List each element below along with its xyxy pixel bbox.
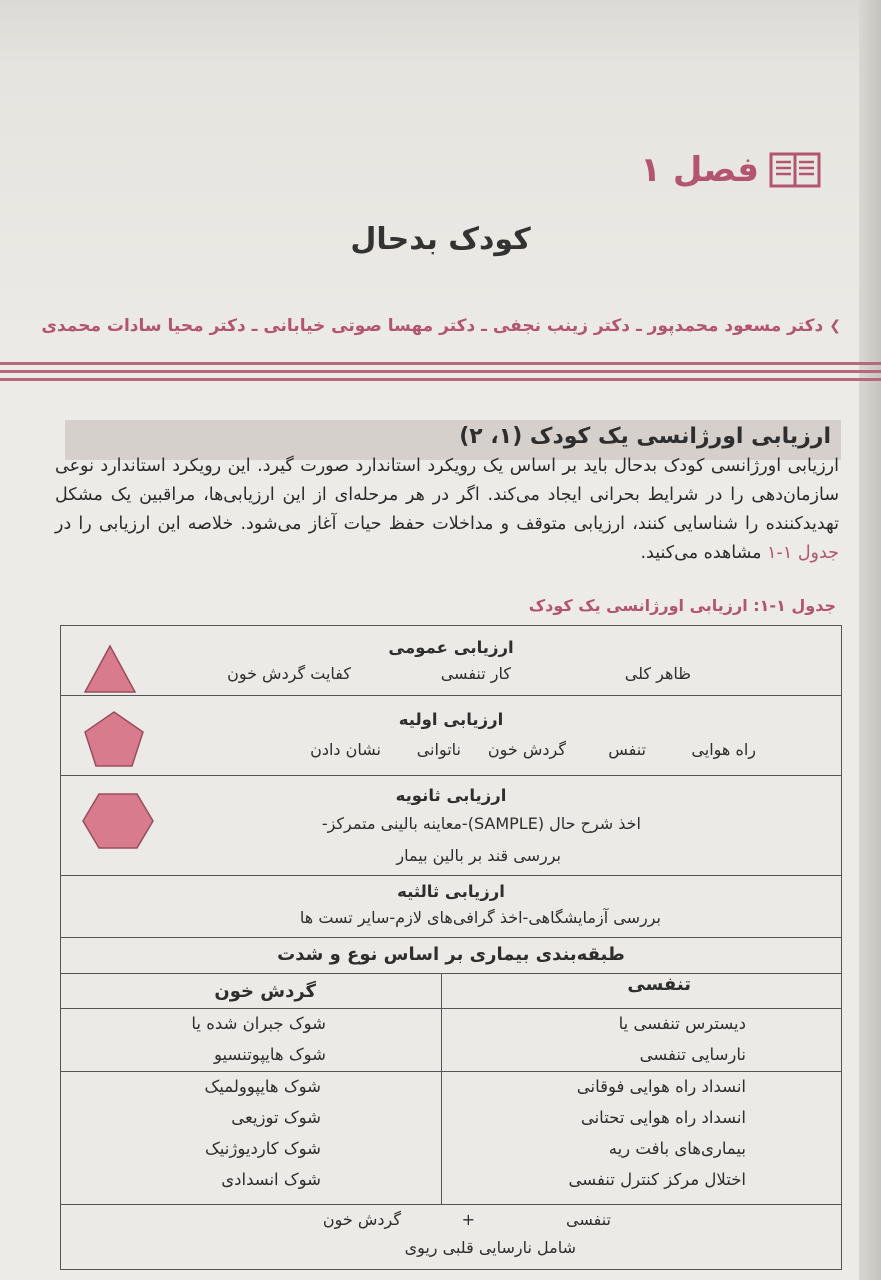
classification-bottom-line bbox=[61, 1204, 841, 1205]
respiratory-type-line-3: بیماری‌های بافت ریه bbox=[608, 1139, 746, 1158]
tertiary-assessment-title: ارزیابی ثالثیه bbox=[397, 882, 505, 901]
chapter-title: کودک بدحال bbox=[350, 222, 531, 257]
general-item-appearance: ظاهر کلی bbox=[624, 664, 691, 683]
respiratory-column-header: تنفسی bbox=[627, 974, 691, 995]
pentagon-icon bbox=[83, 710, 145, 768]
general-assessment-row bbox=[61, 626, 841, 696]
classification-title: طبقه‌بندی بیماری بر اساس نوع و شدت bbox=[277, 944, 625, 965]
respiratory-type-line-2: انسداد راه هوایی تحتانی bbox=[580, 1108, 746, 1127]
section-paragraph bbox=[55, 452, 839, 568]
circulatory-severity-block bbox=[86, 1008, 326, 1070]
circulatory-type-line-3: شوک کاردیوژنیک bbox=[205, 1139, 321, 1158]
respiratory-type-line-4: اختلال مرکز کنترل تنفسی bbox=[568, 1170, 746, 1189]
general-assessment-title: ارزیابی عمومی bbox=[388, 638, 514, 657]
respiratory-severity-line-1: دیسترس تنفسی یا bbox=[618, 1014, 746, 1033]
respiratory-type-block bbox=[486, 1071, 746, 1195]
chapter-tag bbox=[640, 150, 821, 190]
circulatory-type-block bbox=[81, 1071, 321, 1195]
circulatory-column-header: گردش خون bbox=[214, 981, 316, 1002]
respiratory-severity-line-2: نارسایی تنفسی bbox=[639, 1045, 746, 1064]
chapter-label: فصل ۱ bbox=[640, 150, 759, 190]
combined-circulatory: گردش خون bbox=[322, 1210, 401, 1229]
secondary-line-glucose: بررسی قند بر بالین بیمار bbox=[396, 846, 561, 865]
classification-title-row bbox=[61, 938, 841, 974]
secondary-assessment-title: ارزیابی ثانویه bbox=[395, 786, 507, 805]
combined-respiratory: تنفسی bbox=[566, 1210, 611, 1229]
triangle-icon bbox=[83, 644, 137, 694]
paragraph-main: ارزیابی اورژانسی کودک بدحال باید بر اساس یک رویکرد استاندارد صورت گیرد. این رویکرد استاندارد نوعی سازمان‌دهی را در شرایط بحرانی ایجاد می‌کند. اگر در هر مرحله‌ای از این ارزیابی‌ها، مراقبین یک مشکل تهدیدکننده را شناسایی کنند، ارزیابی متوقف و مداخلات حفظ حیات آغاز می‌شود. خلاصه این ارزیابی را در bbox=[55, 456, 839, 534]
table-reference-link[interactable]: جدول ۱-۱ bbox=[767, 543, 839, 563]
general-item-circulation: کفایت گردش خون bbox=[227, 664, 351, 683]
circulatory-type-line-2: شوک توزیعی bbox=[231, 1108, 321, 1127]
secondary-line-history-exam: اخذ شرح حال (SAMPLE)-معاینه بالینی متمرکز- bbox=[321, 814, 641, 833]
hexagon-icon bbox=[81, 792, 155, 850]
tertiary-assessment-row bbox=[61, 876, 841, 938]
evaluation-table bbox=[60, 625, 842, 1270]
page-edge bbox=[859, 0, 881, 1280]
paragraph-tail: مشاهده می‌کنید. bbox=[640, 543, 768, 563]
header-divider bbox=[0, 360, 881, 388]
combined-note: شامل نارسایی قلبی ریوی bbox=[404, 1238, 576, 1257]
general-item-breathing-work: کار تنفسی bbox=[440, 664, 511, 683]
circulatory-type-line-1: شوک هایپوولمیک bbox=[204, 1077, 321, 1096]
tertiary-line: بررسی آزمایشگاهی-اخذ گرافی‌های لازم-سایر تست ها bbox=[299, 908, 661, 927]
circulatory-severity-line-2: شوک هایپوتنسیو bbox=[214, 1045, 326, 1064]
chevron-left-icon: ❯ bbox=[829, 318, 841, 334]
primary-assessment-title: ارزیابی اولیه bbox=[398, 710, 504, 729]
authors-line bbox=[41, 316, 841, 336]
primary-item-disability: ناتوانی bbox=[416, 740, 461, 759]
primary-item-airway: راه هوایی bbox=[691, 740, 756, 759]
circulatory-severity-line-1: شوک جبران شده یا bbox=[191, 1014, 326, 1033]
primary-item-circulation: گردش خون bbox=[487, 740, 566, 759]
authors-text: دکتر مسعود محمدپور ـ دکتر زینب نجفی ـ دکتر مهسا صوتی خیابانی ـ دکتر محیا سادات محمدی bbox=[41, 316, 824, 336]
open-book-icon bbox=[769, 150, 821, 190]
primary-assessment-row bbox=[61, 696, 841, 776]
respiratory-severity-block bbox=[486, 1008, 746, 1070]
respiratory-type-line-1: انسداد راه هوایی فوقانی bbox=[576, 1077, 746, 1096]
combined-plus: + bbox=[461, 1210, 475, 1229]
circulatory-type-line-4: شوک انسدادی bbox=[221, 1170, 321, 1189]
secondary-assessment-row bbox=[61, 776, 841, 876]
table-caption: جدول ۱-۱: ارزیابی اورژانسی یک کودک bbox=[528, 596, 836, 615]
primary-item-breathing: تنفس bbox=[608, 740, 646, 759]
primary-item-exposure: نشان دادن bbox=[310, 740, 381, 759]
section-heading: ارزیابی اورژانسی یک کودک (۱، ۲) bbox=[65, 420, 841, 460]
